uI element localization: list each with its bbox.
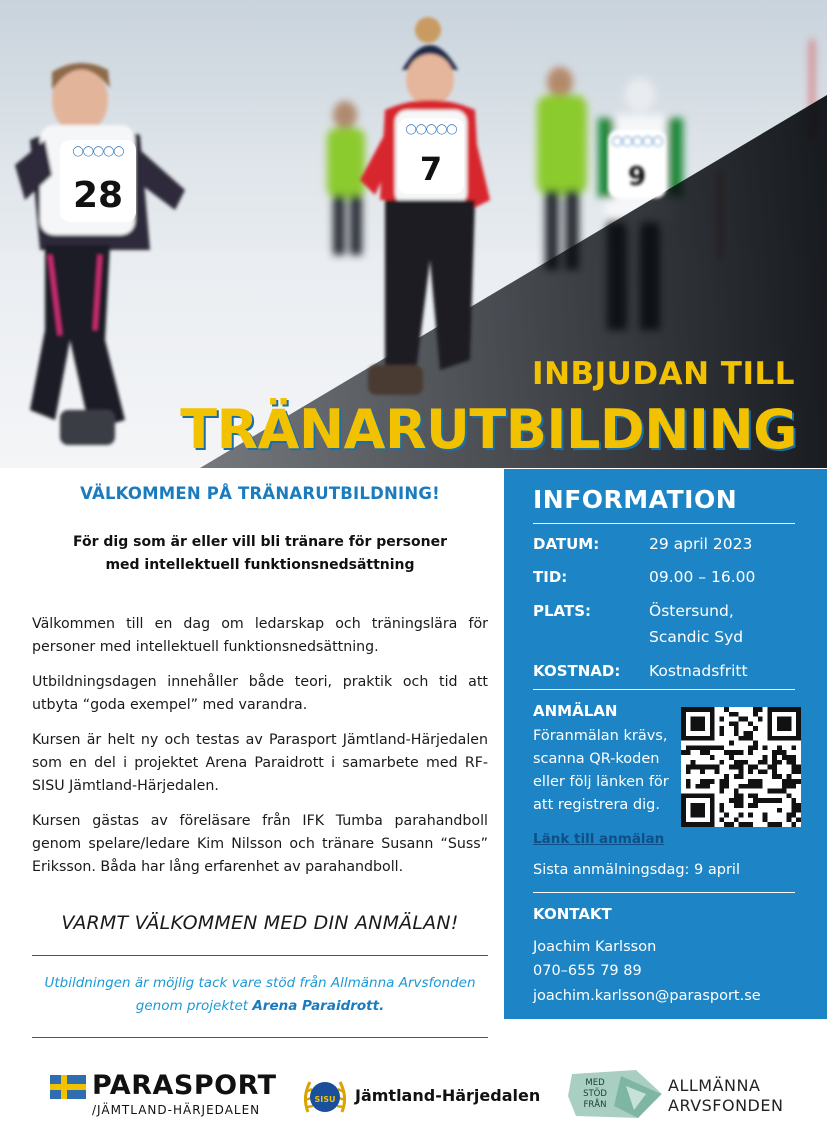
bib-9	[608, 130, 666, 198]
info-title: INFORMATION	[533, 485, 738, 514]
support-project: Arena Paraidrott.	[252, 998, 385, 1014]
paragraph: Utbildningsdagen innehåller både teori, praktik och tid att utbyta “goda exempel” med varandra.	[32, 674, 488, 713]
date-label: DATUM:	[533, 535, 600, 553]
bib-28	[60, 140, 136, 222]
arvsfonden-badge-line: MED	[585, 1078, 605, 1088]
registration-text: Föranmälan krävs, scanna QR-koden eller följ länken för att registrera dig.	[533, 728, 669, 813]
contact-phone: 070–655 79 89	[533, 963, 642, 979]
contact-title: KONTAKT	[533, 905, 612, 923]
parasport-logo-region: /JÄMTLAND-HÄRJEDALEN	[92, 1103, 261, 1117]
bib-number: 28	[72, 175, 124, 216]
support-text	[32, 972, 488, 1018]
place-label: PLATS:	[533, 602, 592, 620]
contact-email[interactable]: joachim.karlsson@parasport.se	[533, 988, 761, 1004]
arvsfonden-name-line-2: ARVSFONDEN	[668, 1096, 784, 1115]
body-text	[32, 613, 488, 879]
arvsfonden-badge-line: FRÅN	[583, 1100, 607, 1110]
main-content	[32, 484, 488, 891]
time-label: TID:	[533, 568, 568, 586]
rf-logo-name: Jämtland-Härjedalen	[355, 1086, 541, 1105]
paragraph: Kursen gästas av föreläsare från IFK Tumba parahandboll genom spelare/ledare Kim Nilsson och tränare Susann “Suss” Eriksson. Båda har lång erfarenhet av parahandboll.	[32, 813, 488, 875]
audience-line-2: med intellektuell funktionsnedsättning	[105, 557, 415, 573]
olympic-rings-icon: ◯◯◯◯◯	[405, 124, 457, 135]
parasport-logo-name: PARASPORT	[92, 1070, 277, 1101]
information-panel	[504, 469, 827, 1019]
divider	[32, 955, 488, 956]
divider	[533, 689, 795, 690]
arvsfonden-emblem-icon	[566, 1066, 666, 1122]
date-value: 29 april 2023	[649, 535, 753, 553]
rf-emblem-text: SISU	[314, 1095, 336, 1104]
audience-text	[32, 531, 488, 577]
olympic-rings-icon: ◯◯◯◯◯	[72, 146, 124, 157]
registration-deadline: Sista anmälningsdag: 9 april	[533, 862, 740, 878]
welcome-heading: VÄLKOMMEN PÅ TRÄNARUTBILDNING!	[80, 484, 440, 503]
place-line-1: Östersund,	[649, 602, 734, 620]
contact-name: Joachim Karlsson	[533, 939, 657, 955]
bib-7	[398, 118, 464, 194]
hero-title-big: TRÄNARUTBILDNING	[180, 398, 797, 461]
hero-image	[0, 0, 827, 468]
registration-title: ANMÄLAN	[533, 702, 618, 720]
place-line-2: Scandic Syd	[649, 628, 744, 646]
paragraph: Kursen är helt ny och testas av Parasport Jämtland-Härjedalen som en del i projektet Arena Paraidrott i samarbete med RF-SISU Jämtland-Härjedalen.	[32, 732, 488, 794]
arvsfonden-name-line-1: ALLMÄNNA	[668, 1076, 761, 1095]
divider	[533, 892, 795, 893]
warm-welcome: VARMT VÄLKOMMEN MED DIN ANMÄLAN!	[61, 912, 459, 934]
divider	[32, 1037, 488, 1038]
qr-code[interactable]	[681, 707, 801, 827]
bib-number: 9	[627, 162, 647, 192]
registration-link[interactable]: Länk till anmälan	[533, 831, 665, 847]
bib-number: 7	[419, 150, 443, 188]
support-prefix: Utbildningen är möjlig tack vare stöd från Allmänna Arvsfonden genom projektet	[44, 975, 476, 1014]
divider	[533, 523, 795, 524]
olympic-rings-icon: ◯◯◯◯◯	[611, 136, 663, 147]
arvsfonden-logo-name	[668, 1076, 783, 1116]
time-value: 09.00 – 16.00	[649, 568, 756, 586]
swedish-flag-icon	[50, 1075, 86, 1099]
arvsfonden-badge-line: STÖD	[583, 1089, 607, 1099]
place-value	[649, 598, 809, 650]
hero-title-small: INBJUDAN TILL	[532, 356, 795, 392]
audience-line-1: För dig som är eller vill bli tränare för personer	[73, 534, 447, 550]
paragraph: Välkommen till en dag om ledarskap och träningslära för personer med intellektuell funktionsnedsättning.	[32, 616, 488, 655]
cost-label: KOSTNAD:	[533, 662, 621, 680]
cost-value: Kostnadsfritt	[649, 662, 748, 680]
rf-sisu-emblem-icon	[300, 1072, 350, 1122]
